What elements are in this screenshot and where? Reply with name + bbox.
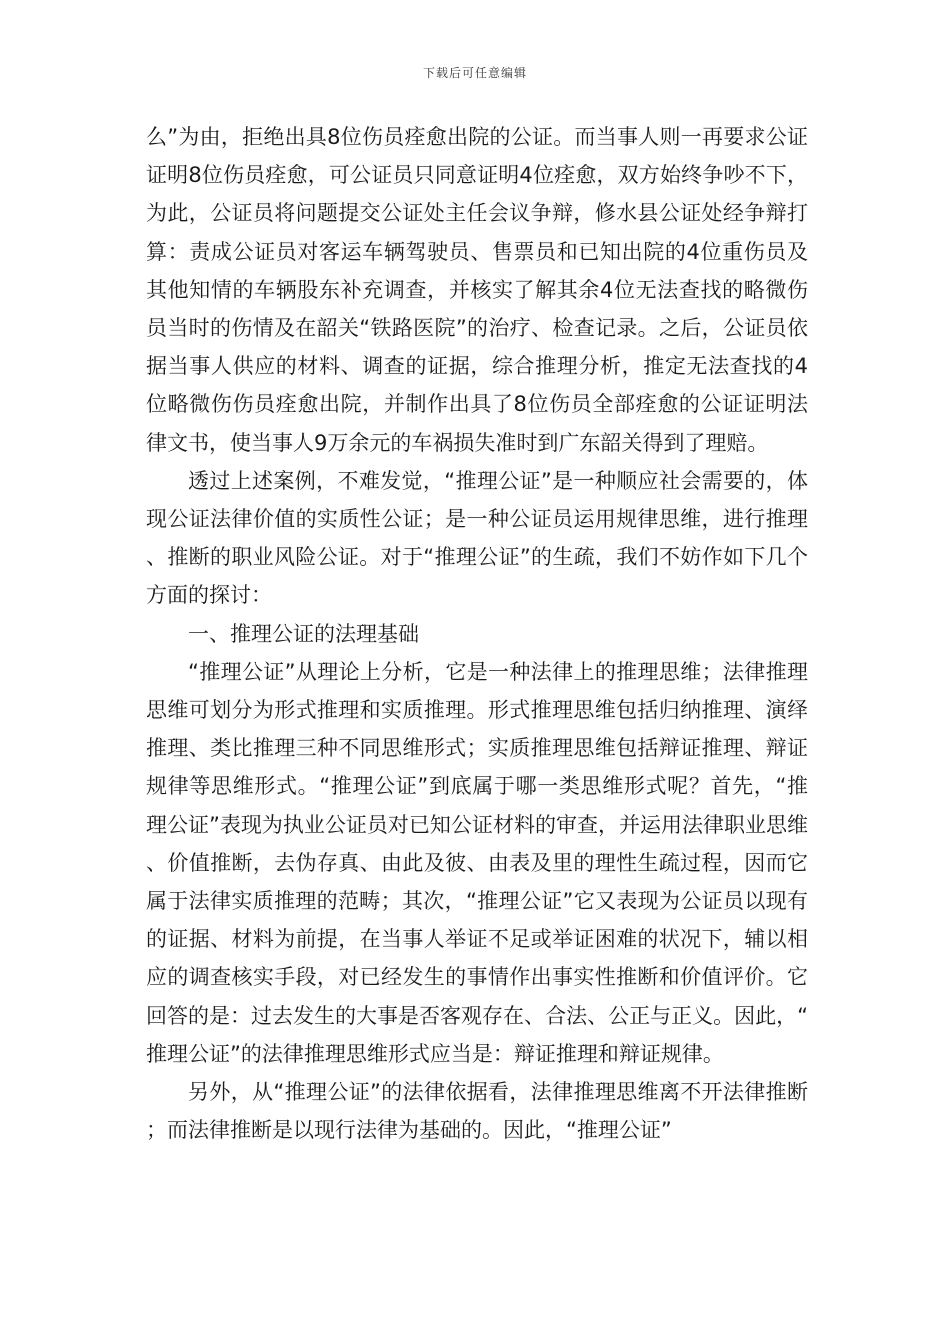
page-header: 下载后可任意编辑 [422, 66, 527, 80]
section-heading: 一、推理公证的法理基础 [188, 621, 419, 646]
paragraph-legal-basis: “推理公证”从理论上分析，它是一种法律上的推理思维；法律推理思维可划分为形式推理和实质推理。形式推理思维包括归纳推理、演绎推理、类比推理三种不同思维形式；实质推理思维包括辩证推理、辩证规律等思维形式。“推理公证”到底属于哪一类思维形式呢？首先，“推理公证”表现为执业公证员对已知公证材料的审查，并运用法律职业思维、价值推断，去伪存真、由此及彼、由表及里的理性生疏过程，因而它属于法律实质推理的范畴；其次，“推理公证”它又表现为公证员以现有的证据、材料为前提，在当事人举证不足或举证困难的状况下，辅以相应的调查核实手段，对已经发生的事情作出事实性推断和价值评价。它回答的是：过去发生的大事是否客观存在、合法、公正与正义。因此，“推理公证”的法律推理思维形式应当是：辩证推理和辩证规律。 [146, 659, 808, 1066]
paragraph-case-summary: 透过上述案例，不难发觉，“推理公证”是一种顺应社会需要的，体现公证法律价值的实质性公证；是一种公证员运用规律思维，进行推理、推断的职业风险公证。对于“推理公证”的生疏，我们不妨作如下几个方面的探讨： [146, 468, 808, 608]
paragraph-continuation: 么”为由，拒绝出具8位伤员痊愈出院的公证。而当事人则一再要求公证证明8位伤员痊愈，可公证员只同意证明4位痊愈，双方始终争吵不下，为此，公证员将问题提交公证处主任会议争辩，修水县公证处经争辩打算：责成公证员对客运车辆驾驶员、售票员和已知出院的4位重伤员及其他知情的车辆股东补充调查，并核实了解其余4位无法查找的略微伤员当时的伤情及在韶关“铁路医院”的治疗、检查记录。之后，公证员依据当事人供应的材料、调查的证据，综合推理分析，推定无法查找的4位略微伤伤员痊愈出院，并制作出具了8位伤员全部痊愈的公证证明法律文书，使当事人9万余元的车祸损失准时到广东韶关得到了理赔。 [146, 125, 808, 455]
paragraph-legal-grounds: 另外，从“推理公证”的法律依据看，法律推理思维离不开法律推断；而法律推断是以现行法律为基础的。因此，“推理公证” [146, 1080, 808, 1143]
document-body [146, 118, 808, 1149]
